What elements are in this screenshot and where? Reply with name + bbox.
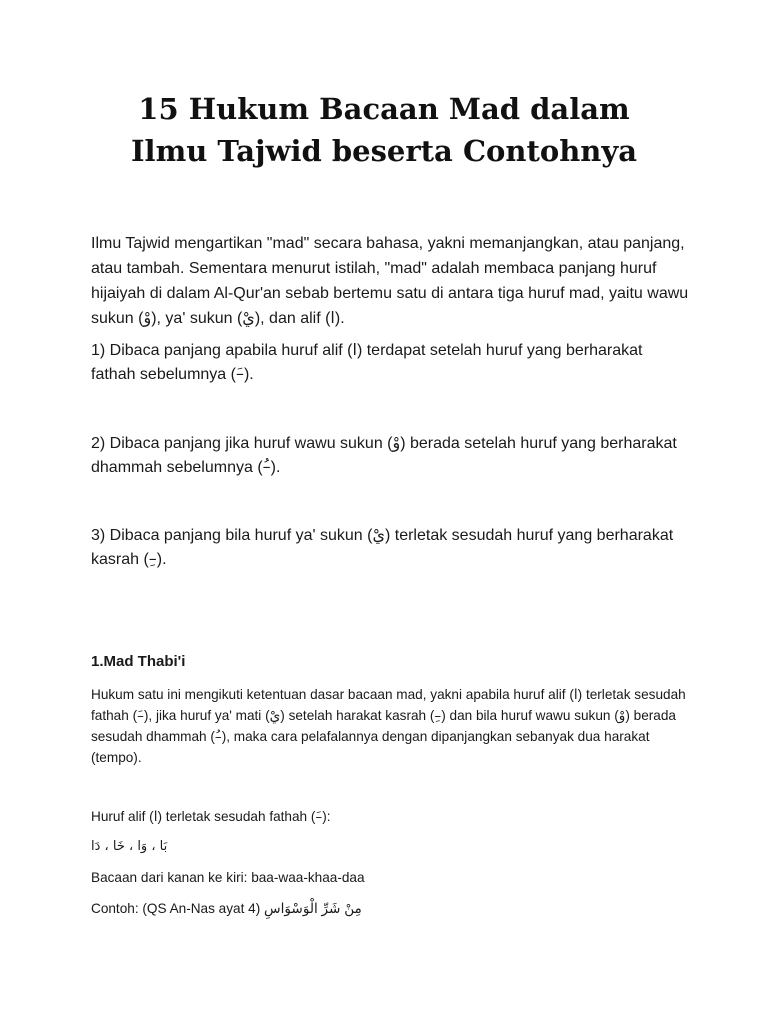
intro-paragraph: Ilmu Tajwid mengartikan "mad" secara bahasa, yakni memanjangkan, atau panjang, atau tambah. Sementara menurut istilah, "mad" adalah membaca panjang huruf hijaiyah di dalam Al-Qur'an sebab bertemu satu di antara tiga huruf mad, yaitu wawu sukun (وْ), ya' sukun (يْ), dan alif (ا). <box>91 235 689 327</box>
rule-paragraph-1: 1) Dibaca panjang apabila huruf alif (ا) terdapat setelah huruf yang berharakat fathah sebelumnya (–َ). <box>91 342 643 383</box>
page-title-line-2: Ilmu Tajwid beserta Contohnya <box>130 134 637 168</box>
reading-note: Bacaan dari kanan ke kiri: baa-waa-khaa-daa <box>91 870 365 885</box>
rule-paragraph-3: 3) Dibaca panjang bila huruf ya' sukun (يْ) terletak sesudah huruf yang berharakat kasrah (–ِ). <box>91 527 674 568</box>
alif-subheading: Huruf alif (ا) terletak sesudah fathah (–َ): <box>91 809 331 824</box>
section-body-paragraph: Hukum satu ini mengikuti ketentuan dasar bacaan mad, yakni apabila huruf alif (ا) terletak sesudah fathah (–َ), jika huruf ya' mati (يْ) setelah harakat kasrah (–ِ) dan bila huruf wawu sukun (وْ) berada sesudah dhammah (–ُ), maka cara pelafalannya dengan dipanjangkan sebanyak dua harakat (tempo). <box>91 687 686 765</box>
example-line: Contoh: (QS An-Nas ayat 4) مِنْ شَرِّ الْوَسْوَاسِ <box>91 901 362 916</box>
page-title-line-1: 15 Hukum Bacaan Mad dalam <box>138 92 630 126</box>
rule-paragraph-2: 2) Dibaca panjang jika huruf wawu sukun (وْ) berada setelah huruf yang berharakat dhammah sebelumnya (–ُ). <box>91 435 677 476</box>
arabic-examples: بَا ، وَا ، خَا ، دَا <box>91 839 168 854</box>
section-heading: 1.Mad Thabi'i <box>91 653 186 670</box>
page-title <box>60 88 708 172</box>
